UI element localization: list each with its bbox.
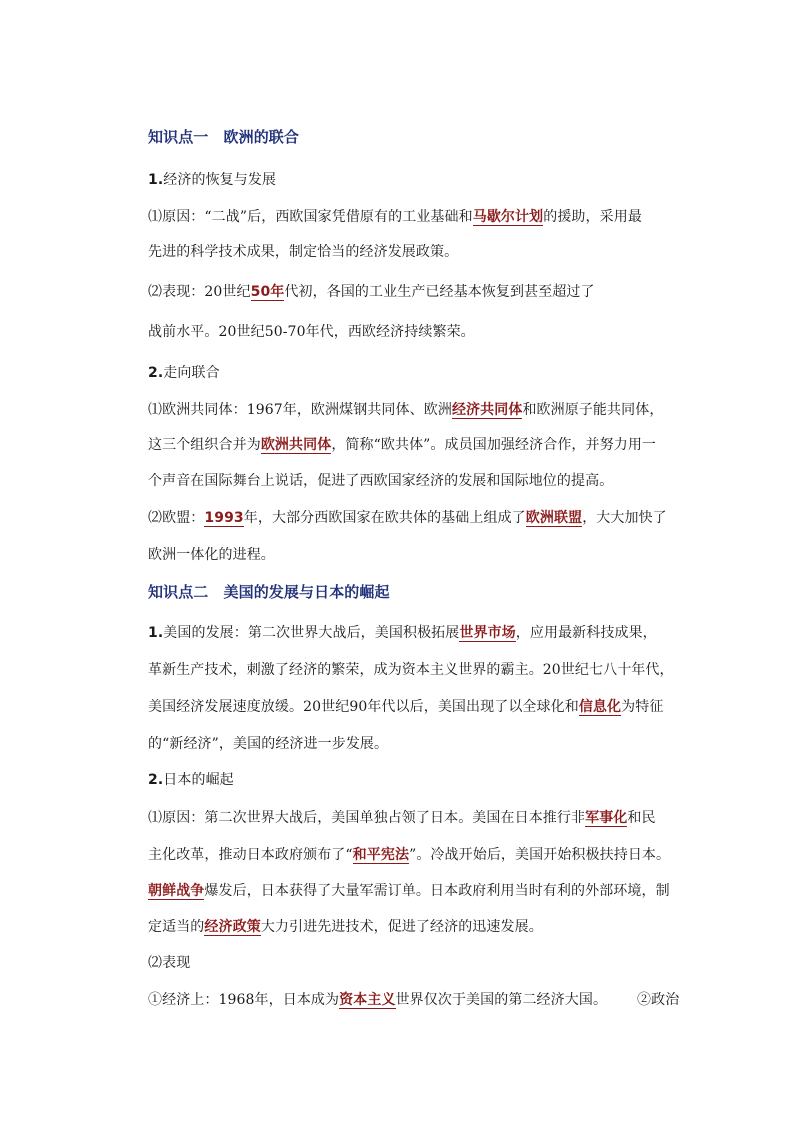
item-number: 1. xyxy=(148,172,164,188)
text-run: 美国的发展：第二次世界大战后，美国积极拓展 xyxy=(163,625,460,641)
text-run: ⑴原因：“二战”后，西欧国家凭借原有的工业基础和 xyxy=(148,209,473,225)
paragraph-line xyxy=(148,400,663,420)
keyword-peace-constitution: 和平宪法 xyxy=(352,847,410,863)
subheading-text: 日本的崛起 xyxy=(163,772,234,788)
keyword-demilitarization: 军事化 xyxy=(585,810,628,826)
paragraph-line: 革新生产技术，刺激了经济的繁荣，成为资本主义世界的霸主。20世纪七八十年代， xyxy=(148,662,674,678)
text-run: 定适当的 xyxy=(148,919,205,935)
text-run: ，大大加快了 xyxy=(582,510,667,526)
text-run: 世界仅次于美国的第二经济大国。 xyxy=(395,992,608,1008)
paragraph-line: 先进的科学技术成果，制定恰当的经济发展政策。 xyxy=(148,244,459,260)
text-run: 主化改革，推动日本政府颁布了“ xyxy=(148,847,353,863)
text-run: ⑵欧盟： xyxy=(148,510,205,526)
keyword-korean-war: 朝鲜战争 xyxy=(148,883,205,899)
paragraph-line xyxy=(148,282,595,302)
keyword-1993: 1993 xyxy=(204,510,244,526)
text-run: ⑴欧洲共同体：1967年，欧洲煤钢共同体、欧洲 xyxy=(148,402,452,418)
text-run: ⑴原因：第二次世界大战后，美国单独占领了日本。美国在日本推行非 xyxy=(148,810,586,826)
text-run: 爆发后，日本获得了大量军需订单。日本政府利用当时有利的外部环境，制 xyxy=(204,883,670,899)
text-run: ①经济上：1968年，日本成为 xyxy=(148,992,340,1008)
item-number: 2. xyxy=(148,365,164,381)
paragraph-line: 的“新经济”，美国的经济进一步发展。 xyxy=(148,736,389,752)
text-run: 为特征 xyxy=(621,699,664,715)
text-run: ”。冷战开始后，美国开始积极扶持日本。 xyxy=(409,847,671,863)
keyword-informatization: 信息化 xyxy=(578,699,622,715)
text-run: 这三个组织合并为 xyxy=(148,437,261,453)
text-run: ②政治 xyxy=(637,992,680,1008)
text-run: 大力引进先进技术，促进了经济的迅速发展。 xyxy=(260,919,543,935)
paragraph-line xyxy=(148,435,656,455)
keyword-capitalism: 资本主义 xyxy=(339,992,396,1008)
subheading-japan-rise xyxy=(148,770,234,790)
paragraph-line xyxy=(148,808,656,828)
paragraph-line: 战前水平。20世纪50-70年代，西欧经济持续繁荣。 xyxy=(148,324,475,340)
keyword-world-market: 世界市场 xyxy=(459,625,516,641)
text-run: 和民 xyxy=(627,810,656,826)
text-run: 代初，各国的工业生产已经基本恢复到甚至超过了 xyxy=(284,284,595,300)
item-number: 1. xyxy=(148,625,164,641)
paragraph-line xyxy=(148,207,642,227)
paragraph-line xyxy=(148,881,670,901)
paragraph-line xyxy=(148,697,663,717)
keyword-ec: 欧洲共同体 xyxy=(260,437,332,453)
text-run: ，应用最新科技成果， xyxy=(515,625,657,641)
text-run: 和欧洲原子能共同体， xyxy=(522,402,664,418)
subheading-economic-recovery xyxy=(148,170,276,190)
keyword-economic-policy: 经济政策 xyxy=(204,919,261,935)
keyword-eec: 经济共同体 xyxy=(451,402,523,418)
subheading-text: 走向联合 xyxy=(163,365,220,381)
subheading-text: 经济的恢复与发展 xyxy=(163,172,277,188)
paragraph-line xyxy=(148,623,657,643)
paragraph-line: ⑵表现 xyxy=(148,955,191,971)
text-run: ⑵表现：20世纪 xyxy=(148,284,251,300)
section-heading-1: 知识点一 欧洲的联合 xyxy=(148,128,300,146)
paragraph-line xyxy=(148,845,670,865)
paragraph-line: 个声音在国际舞台上说话，促进了西欧国家经济的发展和国际地位的提高。 xyxy=(148,473,614,489)
text-run: 年，大部分西欧国家在欧共体的基础上组成了 xyxy=(243,510,526,526)
paragraph-line: 欧洲一体化的进程。 xyxy=(148,547,275,563)
subheading-toward-union xyxy=(148,363,220,383)
paragraph-line xyxy=(148,917,543,937)
section-heading-2: 知识点二 美国的发展与日本的崛起 xyxy=(148,583,390,601)
text-run: ，简称“欧共体”。成员国加强经济合作，并努力用一 xyxy=(331,437,657,453)
item-number: 2. xyxy=(148,772,164,788)
keyword-eu: 欧洲联盟 xyxy=(525,510,583,526)
paragraph-line xyxy=(148,508,667,528)
text-run: 美国经济发展速度放缓。20世纪90年代以后，美国出现了以全球化和 xyxy=(148,699,579,715)
paragraph-line xyxy=(148,990,679,1010)
text-run: 的援助，采用最 xyxy=(543,209,642,225)
keyword-marshall-plan: 马歇尔计划 xyxy=(472,209,544,225)
keyword-50s: 50年 xyxy=(250,284,285,300)
